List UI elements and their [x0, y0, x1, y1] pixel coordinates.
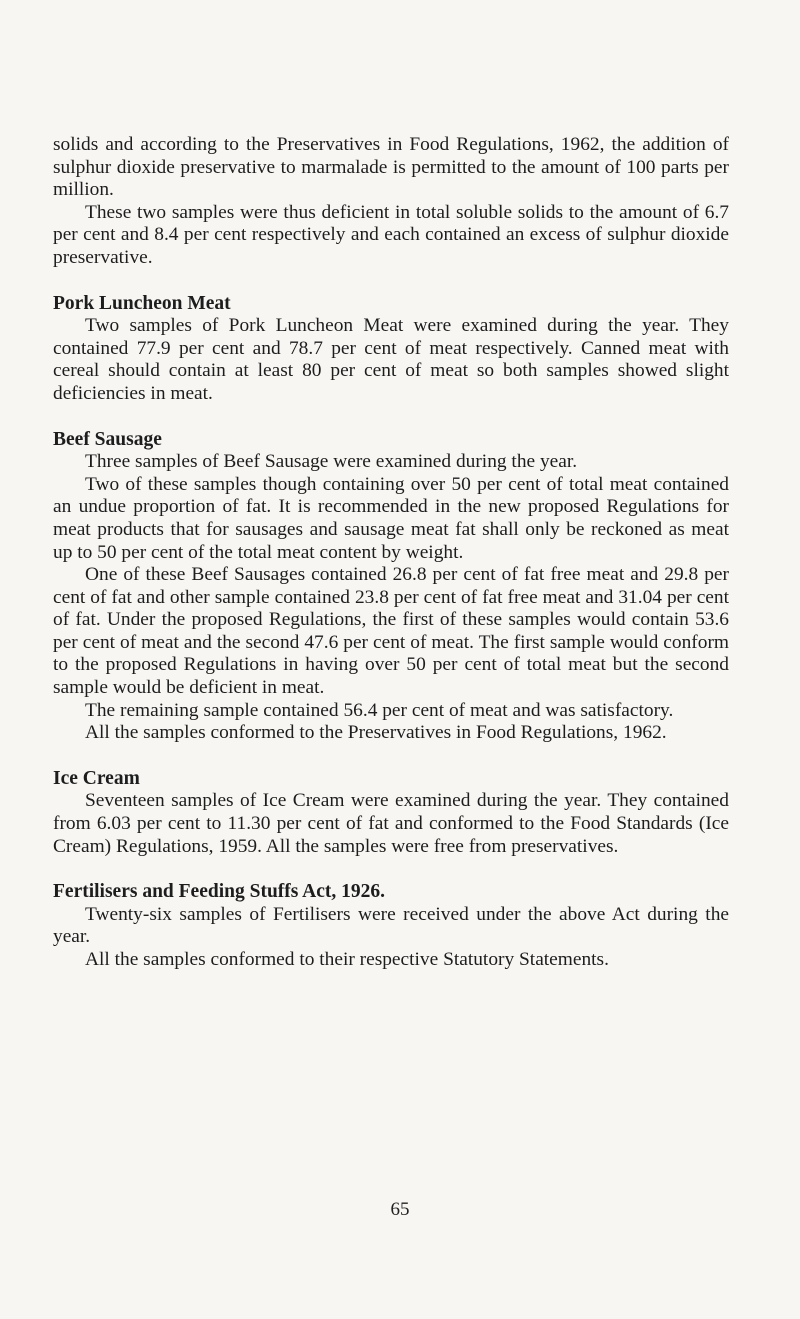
section-spacer	[53, 745, 729, 768]
beef-paragraph-1: Three samples of Beef Sausage were examined during the year.	[85, 451, 578, 473]
beef-paragraph-3: One of these Beef Sausages contained 26.8 per cent of fat free meat and 29.8 per cent of fat and other sample contained 23.8 per cent of fat free meat and 31.04 per cent of fat. Under the proposed Regulations, the first of these samples would contain 53.6 per cent of meat and the second 47.6 per cent of meat. The first sample would conform to the proposed Regulations in having over 50 per cent of total meat but the second sample would be deficient in meat.	[53, 564, 729, 699]
beef-paragraph-4: The remaining sample contained 56.4 per cent of meat and was satisfactory.	[85, 699, 674, 721]
page-body	[53, 134, 729, 972]
intro-paragraph-1: solids and according to the Preservatives in Food Regulations, 1962, the addition of sulphur dioxide preservative to marmalade is permitted to the amount of 100 parts per million.	[53, 134, 729, 201]
fertilisers-paragraph-1: Twenty-six samples of Fertilisers were received under the above Act during the year.	[53, 903, 729, 948]
page-number: 65	[390, 1199, 410, 1220]
beef-paragraph-2: Two of these samples though containing over 50 per cent of total meat contained an undue proportion of fat. It is recommended in the new proposed Regulations for meat products that for sausages and sausage meat fat shall only be reckoned as meat up to 50 per cent of the total meat content by weight.	[53, 473, 729, 563]
section-spacer	[53, 858, 729, 881]
section-heading-ice-cream: Ice Cream	[53, 767, 140, 789]
section-heading-pork-luncheon-meat: Pork Luncheon Meat	[53, 292, 231, 314]
pork-paragraph-1: Two samples of Pork Luncheon Meat were examined during the year. They contained 77.9 per cent and 78.7 per cent of meat respectively. Canned meat with cereal should contain at least 80 per cent of meat so both samples showed slight deficiencies in meat.	[53, 315, 729, 404]
section-heading-beef-sausage: Beef Sausage	[53, 428, 162, 450]
fertilisers-paragraph-2: All the samples conformed to their respective Statutory Statements.	[85, 949, 609, 970]
icecream-paragraph-1: Seventeen samples of Ice Cream were examined during the year. They contained from 6.03 per cent to 11.30 per cent of fat and conformed to the Food Standards (Ice Cream) Regulations, 1959. All the samples were free from preservatives.	[53, 790, 729, 857]
section-heading-fertilisers-act: Fertilisers and Feeding Stuffs Act, 1926.	[53, 881, 386, 903]
intro-paragraph-2: These two samples were thus deficient in total soluble solids to the amount of 6.7 per cent and 8.4 per cent respectively and each contained an excess of sulphur dioxide preservative.	[53, 201, 729, 268]
section-spacer	[53, 406, 729, 429]
section-spacer	[53, 270, 729, 293]
beef-paragraph-5: All the samples conformed to the Preservatives in Food Regulations, 1962.	[85, 722, 667, 744]
